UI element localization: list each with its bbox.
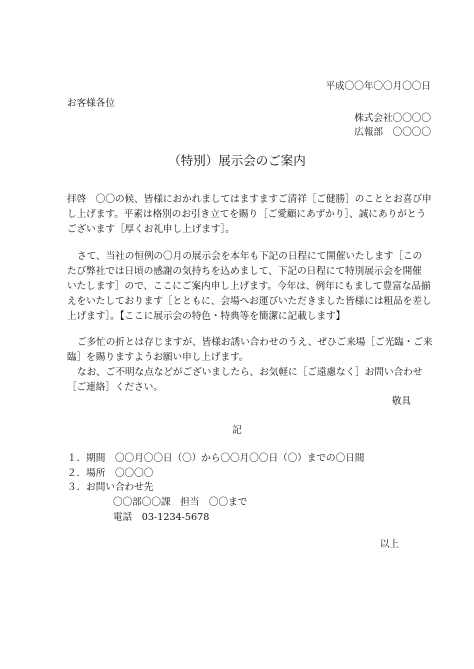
paragraph-line: し上げます。平素は格別のお引き立てを賜り［ご愛顧にあずかり］、誠にありがとう <box>67 209 426 220</box>
detail-location: ２．場所 〇〇〇〇 <box>67 468 154 479</box>
contact-phone: 電話 03-1234-5678 <box>113 512 210 523</box>
paragraph-line: ［ご連絡］ください。 <box>67 382 163 393</box>
detail-contact-heading: ３．お問い合わせ先 <box>67 482 154 493</box>
paragraph-line: 上げます］。【ここに展示会の特色・特典等を簡潔に記載します】 <box>67 311 346 322</box>
ki-heading: 記 <box>232 425 242 436</box>
document-date: 平成〇〇年〇〇月〇〇日 <box>325 81 431 92</box>
paragraph-line: 臨］を賜りますようお願い申し上げます。 <box>67 352 249 363</box>
detail-period: １．期間 〇〇月〇〇日（〇）から〇〇月〇〇日（〇）までの〇日間 <box>67 453 365 464</box>
paragraph-line: ご多忙の折とは存じますが、皆様お誘い合わせのうえ、ぜひご来場［ご光臨・ご来 <box>77 337 433 348</box>
closing-keigu: 敬具 <box>391 396 411 407</box>
sender-department: 広報部 〇〇〇〇 <box>354 127 431 138</box>
paragraph-line: さて、当社の恒例の〇月の展示会を本年も下記の日程にて開催いたします［この <box>77 251 423 262</box>
paragraph-line: いたします］ので、ここにご案内申し上げます。今年は、例年にもまして豊富な品揃 <box>67 281 431 292</box>
paragraph-line: 拝啓 〇〇の候、皆様におかれましてはますますご清祥［ご健勝］のこととお喜び申 <box>67 194 432 205</box>
paragraph-line: なお、ご不明な点などがございましたら、お気軽に［ご遠慮なく］お問い合わせ <box>77 367 423 378</box>
recipient: お客様各位 <box>67 98 115 109</box>
document-title: （特別）展示会のご案内 <box>168 153 306 168</box>
closing-ijo: 以上 <box>379 539 399 550</box>
paragraph-line: たび弊社では日頃の感謝の気持ちを込めまして、下記の日程にて特別展示会を開催 <box>67 266 422 277</box>
contact-department: 〇〇部〇〇課 担当 〇〇まで <box>113 497 248 508</box>
sender-company: 株式会社〇〇〇〇 <box>354 113 431 124</box>
paragraph-line: ございます［厚くお礼申し上げます］。 <box>67 224 235 235</box>
paragraph-line: えをいたしております［とともに、会場へお運びいただきました皆様には粗品を差し <box>67 296 432 307</box>
